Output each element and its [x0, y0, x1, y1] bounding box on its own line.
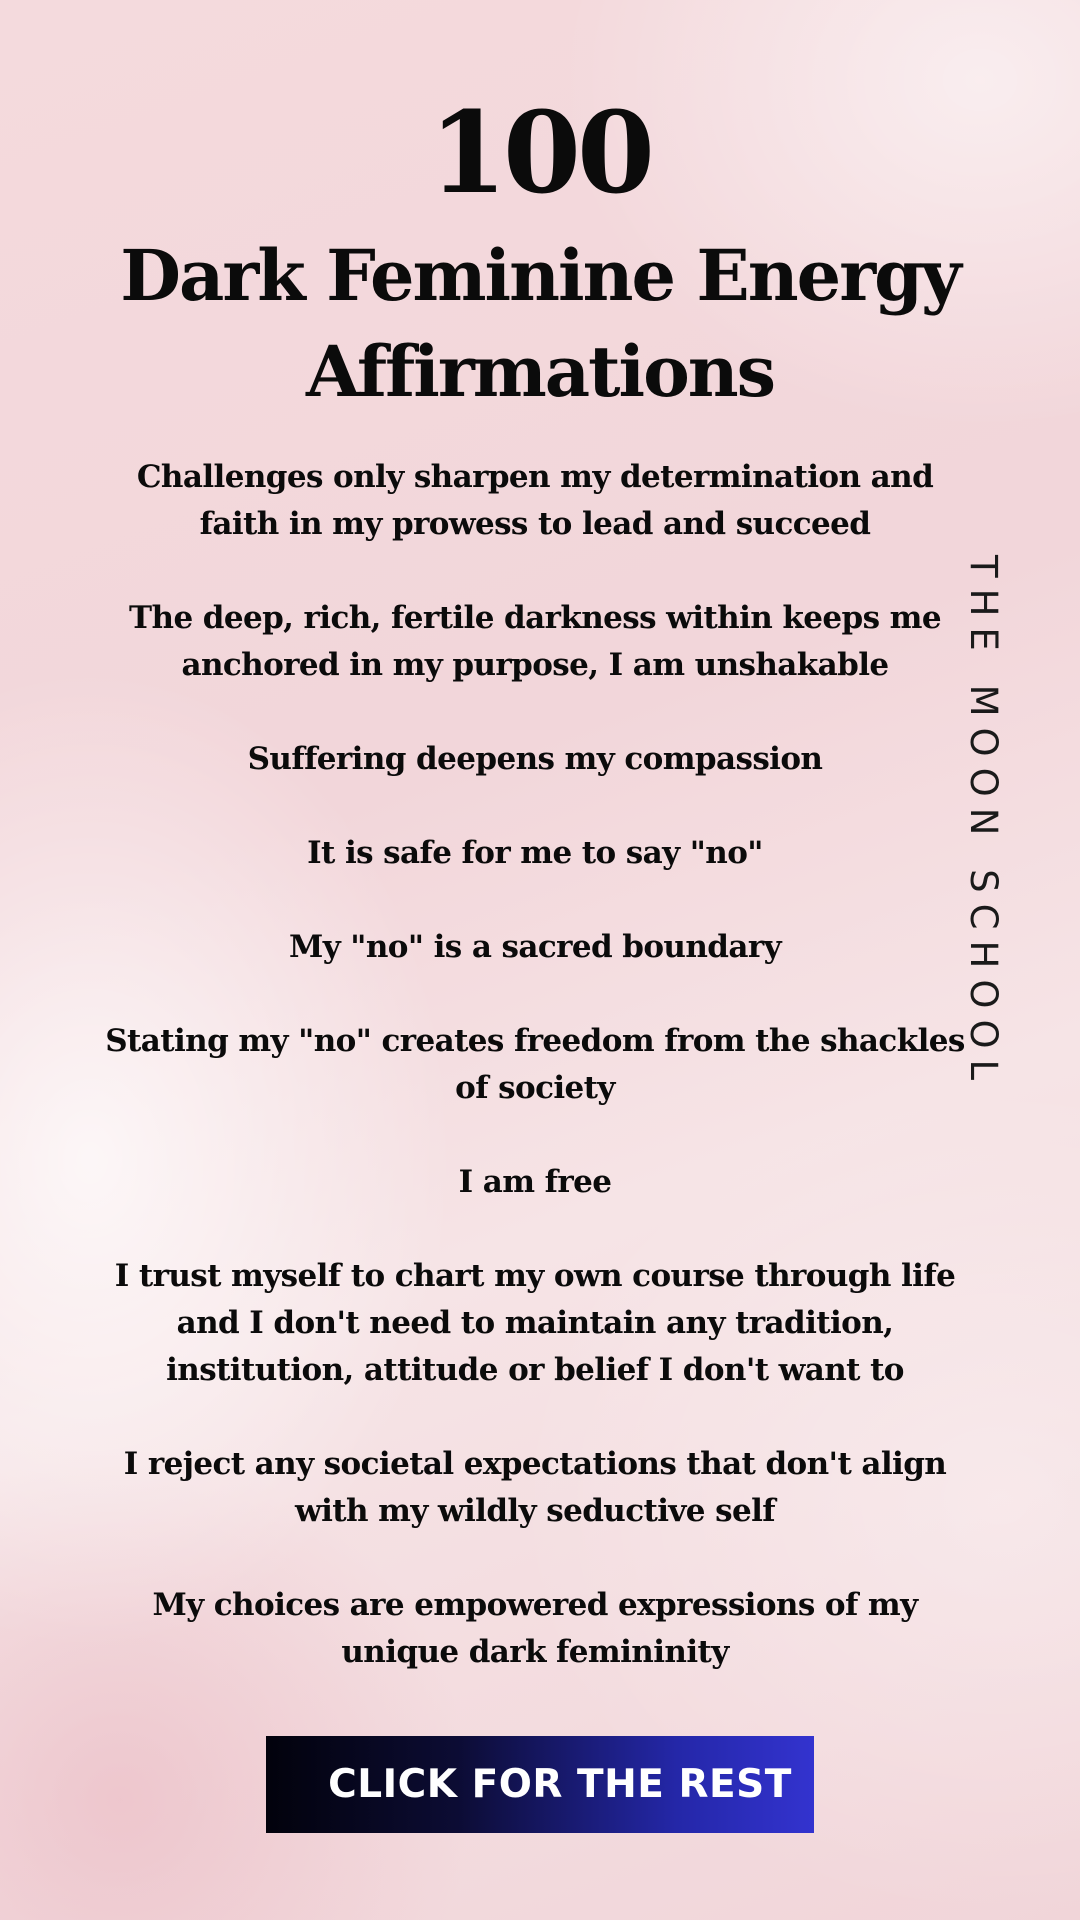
affirmation-item: Stating my "no" creates freedom from the shackles of society — [105, 1023, 965, 1106]
affirmation-item: Challenges only sharpen my determination and faith in my prowess to lead and succeed — [136, 459, 934, 542]
click-for-the-rest-button[interactable] — [266, 1736, 814, 1833]
affirmation-item: I am free — [458, 1164, 612, 1200]
affirmation-item: It is safe for me to say "no" — [307, 835, 763, 871]
affirmation-item: My "no" is a sacred boundary — [288, 929, 781, 965]
affirmation-item: Suffering deepens my compassion — [247, 741, 823, 777]
cta-label: CLICK FOR THE REST — [328, 1762, 792, 1807]
brand-watermark: THE MOON SCHOOL — [962, 555, 1005, 1092]
affirmation-list — [100, 454, 970, 1676]
affirmation-item: I reject any societal expectations that don't align with my wildly seductive self — [123, 1446, 947, 1529]
hero-number: 100 — [429, 88, 651, 219]
affirmation-item: The deep, rich, fertile darkness within keeps me anchored in my purpose, I am unshakable — [129, 600, 941, 683]
affirmation-item: My choices are empowered expressions of my unique dark femininity — [152, 1587, 918, 1670]
page-title: Dark Feminine Energy Affirmations — [120, 234, 960, 413]
affirmation-item: I trust myself to chart my own course through life and I don't need to maintain any tradition, institution, attitude or belief I don't want to — [114, 1258, 956, 1388]
